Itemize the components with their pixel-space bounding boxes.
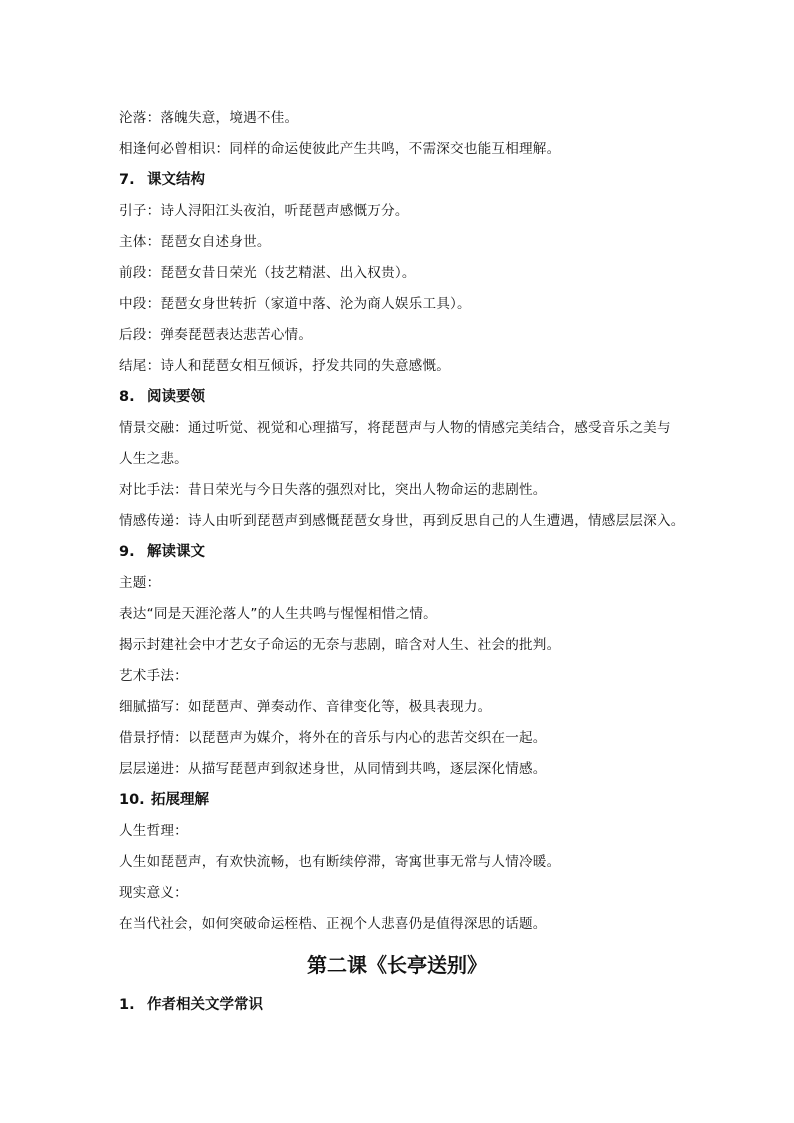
section-title: 课文结构 bbox=[147, 172, 205, 188]
section-heading-9 bbox=[119, 537, 689, 568]
section-number: 9. bbox=[119, 544, 135, 560]
text-line: 结尾：诗人和琵琶女相互倾诉，抒发共同的失意感慨。 bbox=[119, 358, 451, 374]
section-heading-7 bbox=[119, 165, 689, 196]
text-line: 主体：琵琶女自述身世。 bbox=[119, 234, 271, 250]
lesson-title: 第二课《长亭送别》 bbox=[307, 953, 487, 977]
text-line: 后段：弹奏琵琶表达悲苦心情。 bbox=[119, 327, 313, 343]
text-line: 主题： bbox=[119, 575, 161, 591]
page-content bbox=[119, 103, 689, 1021]
text-line: 人生哲理： bbox=[119, 823, 188, 839]
text-line: 现实意义： bbox=[119, 885, 188, 901]
section-title: 解读课文 bbox=[147, 544, 205, 560]
text-line: 揭示封建社会中才艺女子命运的无奈与悲剧，暗含对人生、社会的批判。 bbox=[119, 637, 561, 653]
section-heading-10 bbox=[119, 785, 689, 816]
text-line: 表达“同是天涯沦落人”的人生共鸣与惺惺相惜之情。 bbox=[119, 606, 437, 622]
text-line: 艺术手法： bbox=[119, 668, 188, 684]
text-line: 情感传递：诗人由听到琵琶声到感慨琵琶女身世，再到反思自己的人生遭遇，情感层层深入。 bbox=[119, 513, 685, 529]
text-line: 引子：诗人浔阳江头夜泊，听琵琶声感慨万分。 bbox=[119, 203, 409, 219]
text-line: 相逢何必曾相识：同样的命运使彼此产生共鸣，不需深交也能互相理解。 bbox=[119, 141, 561, 157]
text-line: 细腻描写：如琵琶声、弹奏动作、音律变化等，极具表现力。 bbox=[119, 699, 492, 715]
section-number: 1. bbox=[119, 997, 135, 1013]
text-line: 中段：琵琶女身世转折（家道中落、沦为商人娱乐工具）。 bbox=[119, 296, 471, 312]
text-line: 在当代社会，如何突破命运桎梏、正视个人悲喜仍是值得深思的话题。 bbox=[119, 916, 547, 932]
text-line: 对比手法：昔日荣光与今日失落的强烈对比，突出人物命运的悲剧性。 bbox=[119, 482, 547, 498]
text-line: 借景抒情：以琵琶声为媒介，将外在的音乐与内心的悲苦交织在一起。 bbox=[119, 730, 547, 746]
section-number: 7. bbox=[119, 172, 135, 188]
text-line: 层层递进：从描写琵琶声到叙述身世，从同情到共鸣，逐层深化情感。 bbox=[119, 761, 547, 777]
text-line: 情景交融：通过听觉、视觉和心理描写，将琵琶声与人物的情感完美结合，感受音乐之美与 bbox=[119, 420, 671, 436]
section-number: 10. bbox=[119, 792, 145, 808]
section-heading-1 bbox=[119, 990, 689, 1021]
text-line: 沦落：落魄失意，境遇不佳。 bbox=[119, 110, 299, 126]
section-title: 阅读要领 bbox=[147, 389, 205, 405]
text-line: 人生之悲。 bbox=[119, 451, 188, 467]
section-heading-8 bbox=[119, 382, 689, 413]
section-number: 8. bbox=[119, 389, 135, 405]
section-title: 拓展理解 bbox=[151, 792, 209, 808]
text-line: 人生如琵琶声，有欢快流畅，也有断续停滞，寄寓世事无常与人情冷暖。 bbox=[119, 854, 561, 870]
section-title: 作者相关文学常识 bbox=[147, 997, 263, 1013]
text-line: 前段：琵琶女昔日荣光（技艺精湛、出入权贵）。 bbox=[119, 265, 416, 281]
